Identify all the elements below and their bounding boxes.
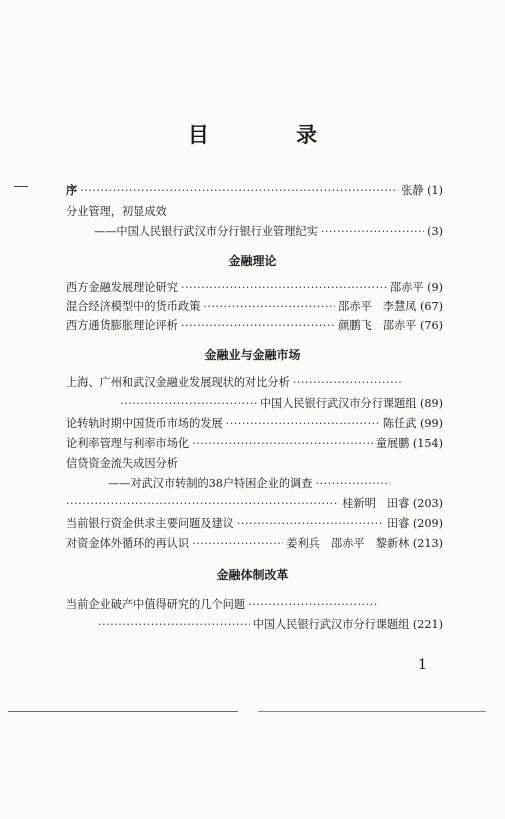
toc-entry-author: 中国人民银行武汉市分行课题组 (221) xyxy=(252,618,443,631)
toc-entry-subtitle: ——对武汉市转制的38户特困企业的调查 xyxy=(108,477,313,490)
toc-entry[interactable] xyxy=(66,436,443,451)
scan-mark-bottom xyxy=(8,711,238,712)
leader-dots xyxy=(98,617,250,632)
toc-entry-subtitle[interactable] xyxy=(94,224,443,239)
toc-entry-title: 对资金体外循环的再认识 xyxy=(66,537,190,550)
leader-dots xyxy=(321,224,424,239)
toc-entry-author-line[interactable] xyxy=(66,496,443,511)
toc-entry-title: 混合经济模型中的货币政策 xyxy=(66,300,201,313)
toc-entry-title-line[interactable] xyxy=(66,597,443,612)
leader-dots xyxy=(226,416,380,431)
toc-entry-title[interactable]: 信贷资金流失成因分析 xyxy=(66,457,178,470)
page-number: 1 xyxy=(418,657,427,673)
leader-dots xyxy=(203,299,335,314)
toc-entry-author: 陈任武 (99) xyxy=(382,417,443,430)
toc-entry-page: (3) xyxy=(427,225,443,238)
toc-entry-subtitle-line[interactable] xyxy=(108,476,443,491)
toc-entry-author: 桂新明 田睿 (203) xyxy=(342,497,443,510)
toc-entry-author: 童展鹏 (154) xyxy=(375,437,443,450)
section-heading: 金融理论 xyxy=(228,254,277,268)
toc-entry-author: 邵赤平 李慧凤 (67) xyxy=(338,300,443,313)
toc-entry[interactable] xyxy=(66,536,443,551)
toc-entry-preface[interactable] xyxy=(66,183,443,198)
scan-mark-left xyxy=(14,186,28,187)
toc-entry-author: 姜利兵 邵赤平 黎新林 (213) xyxy=(286,537,443,550)
leader-dots xyxy=(237,516,384,531)
toc-entry-author-line[interactable] xyxy=(120,396,443,411)
leader-dots xyxy=(120,396,257,411)
leader-dots xyxy=(181,280,387,295)
toc-entry-title: 当前企业破产中值得研究的几个问题 xyxy=(66,598,246,611)
toc-entry-title: 当前银行资金供求主要问题及建议 xyxy=(66,517,234,530)
toc-entry-title-line[interactable] xyxy=(66,375,443,390)
leader-dots xyxy=(248,597,378,612)
toc-entry[interactable] xyxy=(66,318,443,333)
leader-dots xyxy=(192,536,283,551)
toc-entry-title: 论转轨时期中国货币市场的发展 xyxy=(66,417,223,430)
toc-entry-title: 西方金融发展理论研究 xyxy=(66,281,178,294)
leader-dots xyxy=(66,496,339,511)
toc-entry[interactable] xyxy=(66,299,443,314)
toc-entry-author: 中国人民银行武汉市分行课题组 (89) xyxy=(259,397,443,410)
leader-dots xyxy=(192,436,373,451)
toc-entry-title: 序 xyxy=(66,183,78,197)
toc-entry[interactable] xyxy=(66,280,443,295)
toc-entry-author-line[interactable] xyxy=(98,617,443,632)
page-title: 目 录 xyxy=(187,122,358,147)
toc-entry-title: 上海、广州和武汉金融业发展现状的对比分析 xyxy=(66,376,290,389)
toc-entry-title[interactable]: 分业管理，初显成效 xyxy=(66,205,167,218)
toc-entry-author: 颜鹏飞 邵赤平 (76) xyxy=(338,319,443,332)
leader-dots xyxy=(293,375,403,390)
section-heading: 金融业与金融市场 xyxy=(204,348,301,362)
leader-dots xyxy=(315,476,390,491)
toc-entry-title: 论利率管理与利率市场化 xyxy=(66,437,190,450)
toc-entry-author: 张静 (1) xyxy=(401,184,443,197)
leader-dots xyxy=(181,318,335,333)
toc-entry-title: 西方通货膨胀理论评析 xyxy=(66,319,178,332)
toc-entry-author: 邵赤平 (9) xyxy=(390,281,443,294)
toc-entry-author: 田睿 (209) xyxy=(386,517,443,530)
toc-entry[interactable] xyxy=(66,516,443,531)
toc-entry-subtitle-text: ——中国人民银行武汉市分行银行业管理纪实 xyxy=(94,225,318,238)
leader-dots xyxy=(80,183,398,198)
section-heading: 金融体制改革 xyxy=(216,568,289,582)
scan-mark-bottom-right xyxy=(258,711,486,712)
toc-entry[interactable] xyxy=(66,416,443,431)
